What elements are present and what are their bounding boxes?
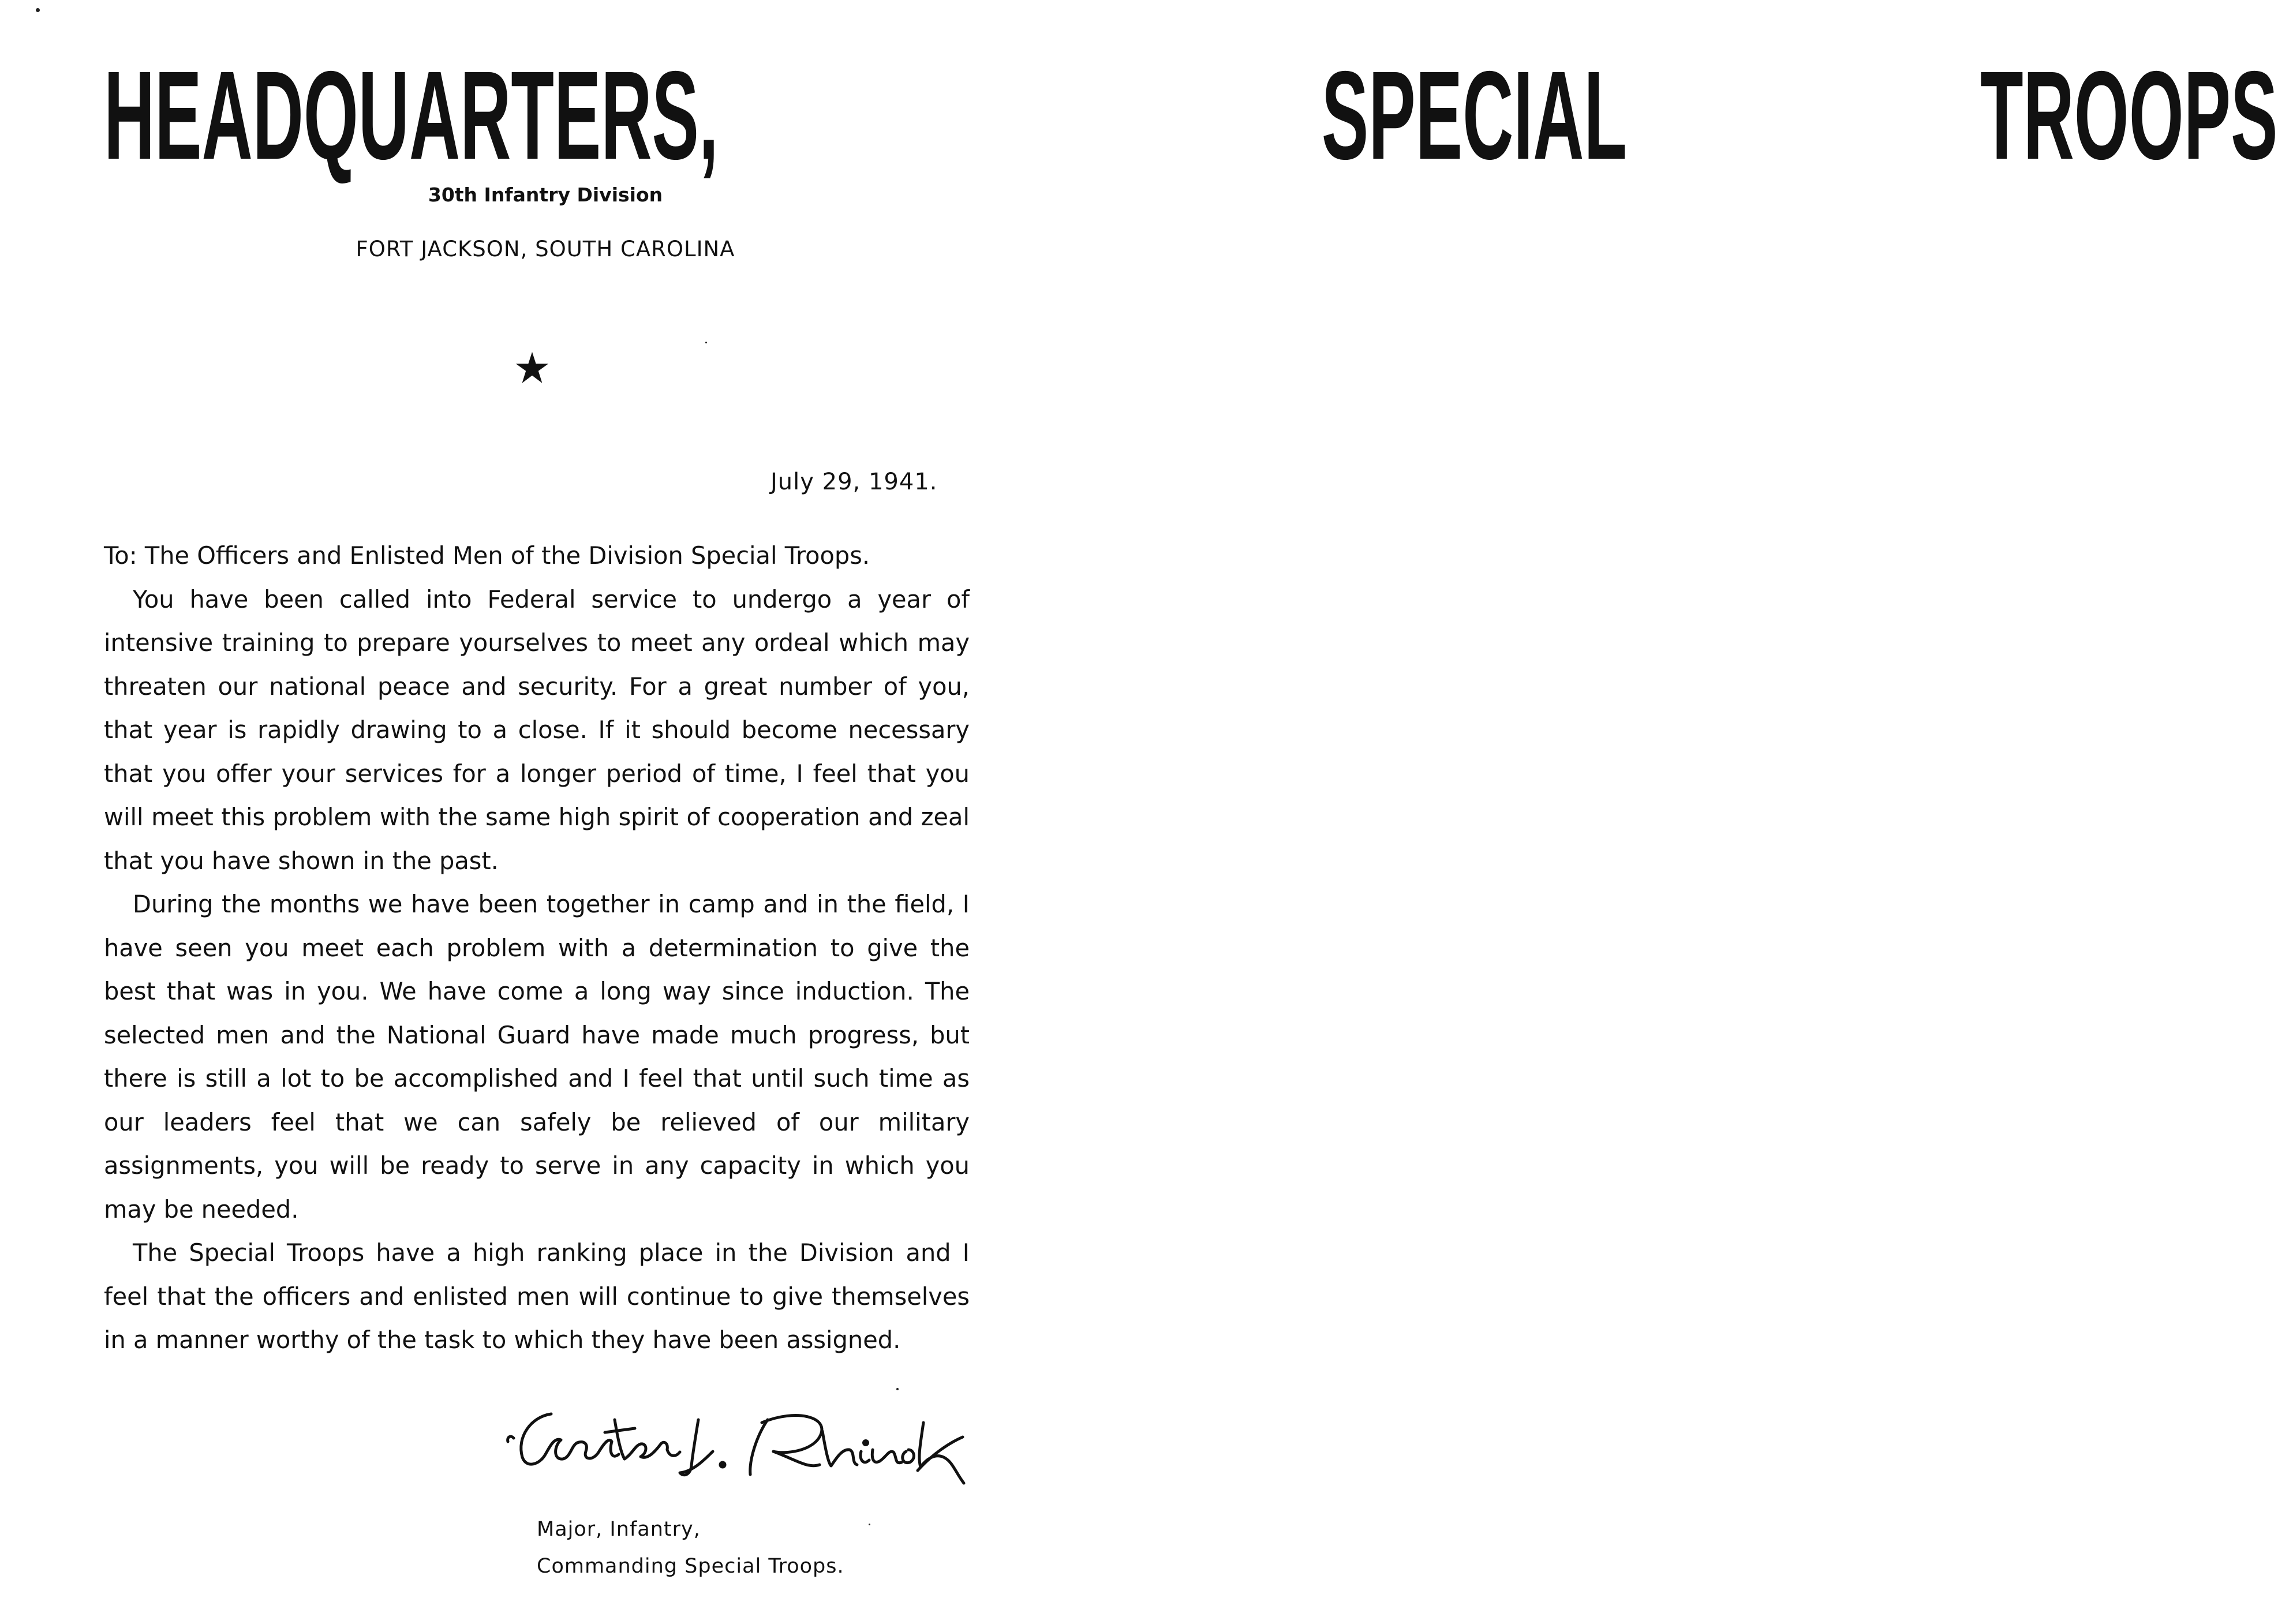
handwritten-signature [496,1397,970,1506]
letter-paragraph: During the months we have been together in camp and in the field, I have seen you meet each problem with a determination to give the best that was in you. We have come a long way since induction. The selected men and the National Guard have made much progress, but there is still a lot to be accomplished and I feel that until such time as our leaders feel that we can safely be relieved of our military assignments, you will be ready to serve in any capacity in which you may be needed. [104,890,970,1223]
print-speck [896,1388,899,1390]
signer-rank: Major, Infantry, [537,1518,701,1541]
division-name: 30th Infantry Division [428,184,663,206]
letter-paragraph: The Special Troops have a high ranking place in the Division and I feel that the officers and enlisted men will continue to give themselves in a manner worthy of the task to which they have been assigned. [104,1238,970,1354]
letter-body [104,534,970,1362]
letter-paragraph: You have been called into Federal service to undergo a year of intensive training to prepare yourselves to meet any ordeal which may threaten our national peace and security. For a great number of you, that year is rapidly drawing to a close. If it should become necessary that you offer your services for a longer period of time, I feel that you will meet this problem with the same high spirit of cooperation and zeal that you have shown in the past. [104,585,970,875]
post-location: FORT JACKSON, SOUTH CAROLINA [356,237,735,261]
signer-title: Commanding Special Troops. [537,1555,844,1578]
letterhead-title-word: TROOPS [1980,46,2278,186]
signature-block [537,1511,844,1585]
letterhead-title [104,40,2278,186]
letterhead-title-word: HEADQUARTERS, [104,46,719,186]
print-speck [36,8,40,12]
salutation: To: The Officers and Enlisted Men of the Division Special Troops. [104,541,870,570]
print-speck [705,342,707,343]
letterhead-title-word: SPECIAL [1321,46,1627,186]
print-speck [869,1524,870,1525]
star-icon [515,351,549,386]
letter-date: July 29, 1941. [770,469,938,495]
